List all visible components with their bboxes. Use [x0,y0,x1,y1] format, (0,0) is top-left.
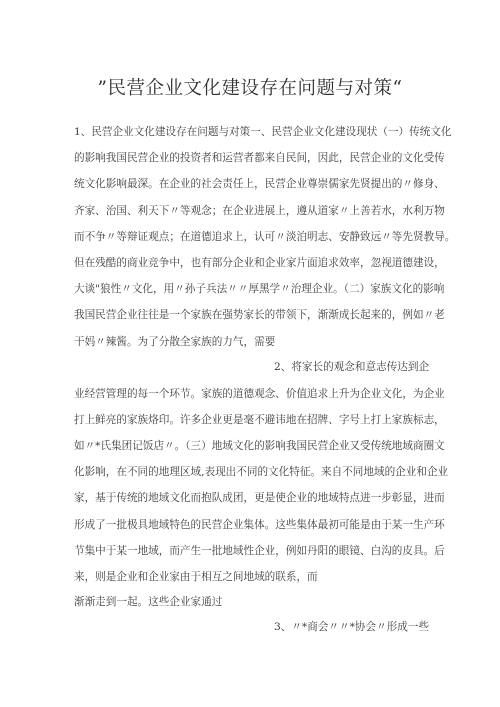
section-heading-line: 3、〃*商会〃〃*协会〃形成一些 [274,621,430,633]
paragraph-line: 来，则是企业和企业家由于相互之间地域的联系，而 [74,571,318,583]
paragraph-line: 渐渐走到一起。这些企业家通过 [74,596,223,608]
paragraph-line: 干妈〃辣酱。为了分散全家族的力气，需要 [74,336,276,348]
paragraph-line: 打上鲜亮的家族烙印。许多企业更是毫不避讳地在招牌、字号上打上家族标志， [74,414,445,426]
paragraph-line: 大谈"狼性〃文化，用〃孙子兵法〃〃厚黑学〃治理企业。（二）家族文化的影响 [74,283,445,295]
paragraph-line: 如〃*氏集团记饭店〃。（三）地域文化的影响我国民营企业又受传统地域商圈文 [74,440,445,452]
paragraph-line: 1、民营企业文化建设存在问题与对策一、民营企业文化建设现状（一）传统文化 [74,126,452,138]
paragraph-line: 形成了一批极具地域特色的民营企业集体。这些集体最初可能是由于某一生产环 [74,519,445,531]
paragraph-line: 统文化影响最深。在企业的社会责任上，民营企业尊崇儒家先贤提出的〃修身、 [74,178,445,190]
section-heading-line: 2、将家长的观念和意志传达到企 [274,361,430,373]
paragraph-line: 化影响，在不同的地理区域,表现出不同的文化特征。来自不同地域的企业和企业 [74,466,449,478]
paragraph-line: 节集中于某一地域，而产生一批地域性企业，例如丹阳的眼镜、白沟的皮具。后 [74,545,445,557]
document-title: ”民营企业文化建设存在问题与对策“ [97,78,403,99]
paragraph-line: 而不争〃等辩证观点；在道德追求上，认可〃淡泊明志、安静致远〃等先贤教导。 [74,231,456,243]
paragraph-line: 但在残酷的商业竞争中，也有部分企业和企业家片面追求效率，忽视道德建设， [74,257,445,269]
paragraph-line: 家，基于传统的地域文化而抱队成团，更是使企业的地域特点进一步彰显，进而 [74,492,445,504]
paragraph-line: 齐家、治国、利天下〃等观念；在企业进展上，遵从道家〃上善若水，水利万物 [74,205,445,217]
paragraph-line: 我国民营企业往往是一个家族在强势家长的带领下，渐渐成长起来的，例如〃老 [74,309,445,321]
paragraph-line: 业经营管理的每一个环节。家族的道德观念、价值追求上升为企业文化，为企业 [74,388,445,400]
paragraph-line: 的影响我国民营企业的投资者和运营者都来自民间，因此，民营企业的文化受传 [74,152,445,164]
